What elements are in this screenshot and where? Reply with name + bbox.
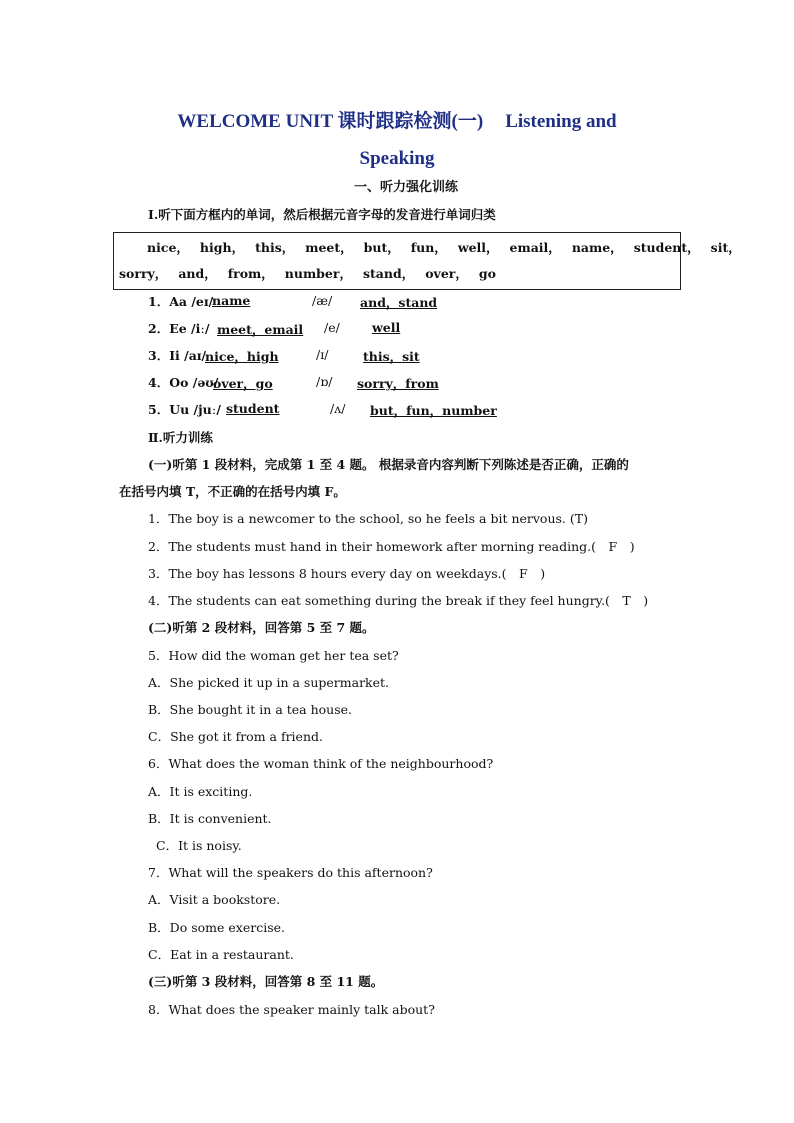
part2-intro-line-2: 在括号内填 T，不正确的在括号内填 F。 [119,484,346,499]
page-title-line-2: Speaking [359,148,435,169]
word-box [113,232,741,290]
vowel-label: 2．Ee /iː/ [148,321,210,336]
title-main: WELCOME UNIT 课时跟踪检测(一) [177,111,484,132]
part2-heading: Ⅱ.听力训练 [148,430,213,445]
phonetic-symbol: /ɪ/ [316,347,329,362]
option-5c: C．She got it from a friend. [148,729,323,744]
word: but， [363,240,400,255]
part2-intro-line-1: (一)听第 1 段材料，完成第 1 至 4 题。 根据录音内容判断下列陈述是否正确，正确的 [148,457,629,472]
option-7a: A．Visit a bookstore. [148,892,281,907]
answer-blank: student [226,401,280,416]
option-6a: A．It is exciting. [148,784,253,799]
option-7c: C．Eat in a restaurant. [148,947,294,962]
vowel-label: 1．Aa /eɪ/ [148,294,214,309]
word: meet， [305,240,353,255]
question-8: 8．What does the speaker mainly talk about? [148,1002,435,1017]
part1-instruction: Ⅰ.听下面方框内的单词，然后根据元音字母的发音进行单词归类 [148,207,496,222]
group2-intro: (二)听第 2 段材料，回答第 5 至 7 题。 [148,620,375,635]
word-row-2 [119,264,507,282]
phonetic-symbol: /ɒ/ [316,374,333,389]
word: fun， [410,240,447,255]
answer-blank: and，stand [360,295,438,310]
word: from， [227,266,274,281]
section-heading: 一、听力强化训练 [354,180,459,195]
tf-item-1: 1．The boy is a newcomer to the school, so he feels a bit nervous. (T) [148,511,588,526]
answer-blank: but，fun，number [370,403,497,418]
word: number， [284,266,352,281]
word: sit， [710,240,741,255]
group3-intro: (三)听第 3 段材料，回答第 8 至 11 题。 [148,974,384,989]
page-title-line-1 [0,106,794,133]
word: student， [633,240,700,255]
word: and， [178,266,217,281]
answer-blank: sorry，from [357,376,439,391]
phonetic-symbol: /ʌ/ [330,401,346,416]
question-7: 7．What will the speakers do this afternoon? [148,865,433,880]
tf-item-3: 3．The boy has lessons 8 hours every day on weekdays.( F ) [148,566,546,581]
word: stand， [362,266,415,281]
option-6c: C．It is noisy. [156,838,242,853]
option-5a: A．She picked it up in a supermarket. [148,675,390,690]
vowel-label: 3．Ii /aɪ/ [148,348,207,363]
question-5: 5．How did the woman get her tea set? [148,648,399,663]
tf-item-2: 2．The students must hand in their homework after morning reading.( F ) [148,539,635,554]
vowel-label: 5．Uu /juː/ [148,402,221,417]
word: well， [457,240,499,255]
answer-blank: this，sit [363,349,420,364]
phonetic-symbol: /e/ [324,320,340,335]
word: nice， [147,240,189,255]
word: go [478,266,496,281]
tf-item-4: 4．The students can eat something during the break if they feel hungry.( T ) [148,593,649,608]
word: high， [199,240,245,255]
word: email， [509,240,561,255]
answer-blank: well [372,320,401,335]
question-6: 6．What does the woman think of the neighbourhood? [148,756,494,771]
answer-blank: name [212,293,251,308]
option-7b: B．Do some exercise. [148,920,285,935]
option-5b: B．She bought it in a tea house. [148,702,352,717]
title-right: Listening and [505,111,617,132]
answer-blank: meet，email [217,322,304,337]
phonetic-symbol: /æ/ [312,293,333,308]
word: sorry， [119,266,168,281]
word: name， [571,240,623,255]
vowel-label: 4．Oo /əʊ/ [148,375,219,390]
option-6b: B．It is convenient. [148,811,272,826]
word: over， [425,266,468,281]
answer-blank: over，go [213,376,273,391]
word-row-1 [147,238,741,256]
word: this， [255,240,295,255]
answer-blank: nice，high [205,349,279,364]
